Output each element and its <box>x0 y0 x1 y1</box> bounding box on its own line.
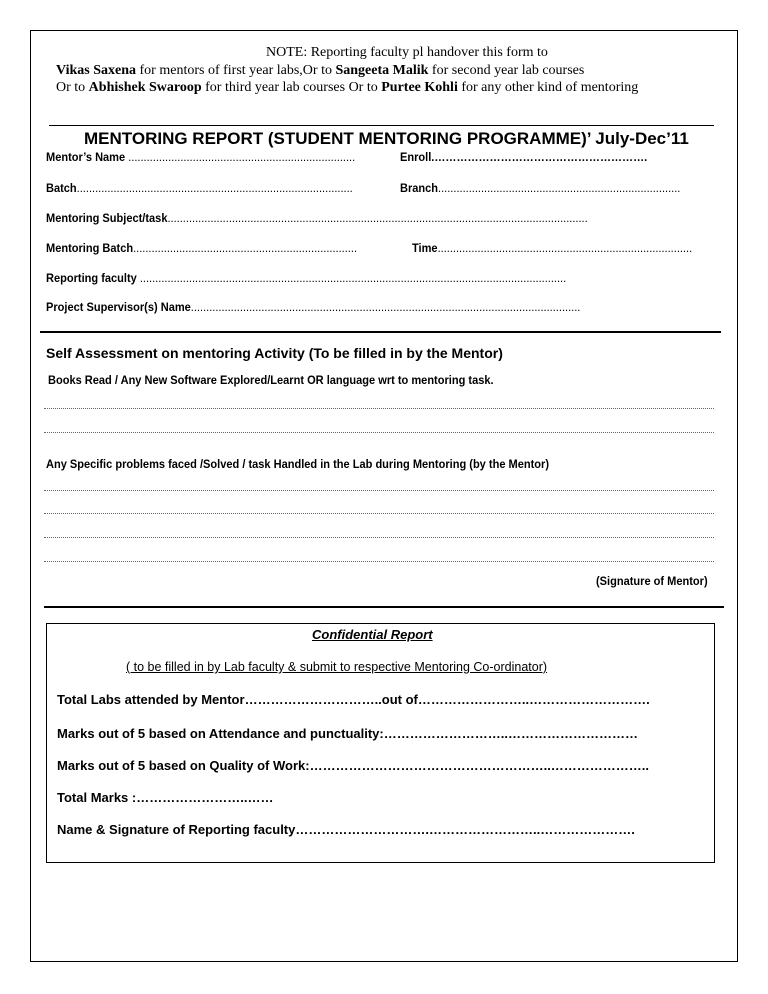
confidential-title: Confidential Report <box>312 627 433 642</box>
note-name-vikas: Vikas Saxena <box>56 63 137 78</box>
total-labs-label: Total Labs attended by Mentor <box>57 692 245 707</box>
batch-label: Batch <box>46 181 77 195</box>
enroll-dots: .…………………………………………………. <box>431 150 648 164</box>
attendance-marks-dots: ………………………..………………………… <box>383 726 638 741</box>
mentoring-batch-field[interactable] <box>46 241 357 255</box>
project-supervisor-dots: ............................................................................................................................... <box>190 300 581 314</box>
mentor-name-label: Mentor’s Name <box>46 150 126 164</box>
note-name-purtee: Purtee Kohli <box>381 80 458 95</box>
note-line-2 <box>56 63 584 79</box>
time-label: Time <box>412 241 438 255</box>
note-text-2: for second year lab courses <box>428 63 585 78</box>
section-divider-2 <box>44 606 724 608</box>
time-field[interactable] <box>412 241 692 255</box>
note-line-1: NOTE: Reporting faculty pl handover this form to <box>266 45 548 60</box>
problems-answer-line-3[interactable] <box>44 537 714 538</box>
enroll-label: Enroll <box>400 150 432 164</box>
time-dots: ................................................................................... <box>437 241 693 255</box>
mentoring-subject-field[interactable] <box>46 211 588 225</box>
attendance-marks-field[interactable] <box>57 726 638 741</box>
mentoring-subject-label: Mentoring Subject/task <box>46 211 168 225</box>
reporting-faculty-field[interactable] <box>46 271 566 285</box>
section-divider-1 <box>40 331 721 333</box>
confidential-subtitle: ( to be filled in by Lab faculty & submit to respective Mentoring Co-ordinator) <box>126 660 548 674</box>
total-labs-dots: ………………………….. <box>244 692 382 707</box>
faculty-signature-label: Name & Signature of Reporting faculty <box>57 822 296 837</box>
out-of-dots: ……………………..………………………. <box>417 692 650 707</box>
branch-dots: ............................................................................... <box>438 181 681 195</box>
mentoring-subject-dots: ......................................................................................................................................... <box>167 211 588 225</box>
title-rule <box>49 125 714 126</box>
note-text-3: for third year lab courses Or to <box>201 80 382 95</box>
page-title: MENTORING REPORT (STUDENT MENTORING PROGRAMME)’ July-Dec’11 <box>84 129 689 148</box>
total-marks-dots: ……………………..…… <box>136 790 274 805</box>
total-marks-field[interactable] <box>57 790 273 805</box>
problems-prompt: Any Specific problems faced /Solved / task Handled in the Lab during Mentoring (by the Mentor) <box>46 457 549 471</box>
note-text-1: for mentors of first year labs,Or to <box>136 63 336 78</box>
problems-answer-line-1[interactable] <box>44 490 714 491</box>
batch-field[interactable] <box>46 181 353 195</box>
note-prefix-3: Or to <box>56 80 89 95</box>
project-supervisor-field[interactable] <box>46 300 580 314</box>
mentor-signature-label: (Signature of Mentor) <box>596 574 708 588</box>
faculty-signature-field[interactable] <box>57 822 635 837</box>
note-line-3 <box>56 80 638 96</box>
mentoring-batch-label: Mentoring Batch <box>46 241 134 255</box>
total-labs-field[interactable] <box>57 692 650 707</box>
books-answer-line-1[interactable] <box>44 408 714 409</box>
mentor-name-field[interactable] <box>46 150 355 164</box>
note-name-abhishek: Abhishek Swaroop <box>88 80 202 95</box>
batch-dots: .......................................................................................... <box>76 181 353 195</box>
mentoring-batch-dots: ......................................................................... <box>133 241 358 255</box>
branch-label: Branch <box>400 181 439 195</box>
books-read-prompt: Books Read / Any New Software Explored/Learnt OR language wrt to mentoring task. <box>48 373 494 387</box>
problems-answer-line-2[interactable] <box>44 513 714 514</box>
note-text-4: for any other kind of mentoring <box>457 80 639 95</box>
reporting-faculty-label: Reporting faculty <box>46 271 137 285</box>
mentor-name-dots: .......................................................................... <box>125 150 356 164</box>
self-assessment-heading: Self Assessment on mentoring Activity (To be filled in by the Mentor) <box>46 345 503 361</box>
attendance-marks-label: Marks out of 5 based on Attendance and punctuality: <box>57 726 384 741</box>
project-supervisor-label: Project Supervisor(s) Name <box>46 300 191 314</box>
faculty-signature-dots: ………………………….……………………..…………………. <box>295 822 635 837</box>
reporting-faculty-dots: ........................................................................................................................................... <box>136 271 567 285</box>
quality-marks-field[interactable] <box>57 758 649 773</box>
quality-marks-label: Marks out of 5 based on Quality of Work: <box>57 758 310 773</box>
total-marks-label: Total Marks : <box>57 790 137 805</box>
branch-field[interactable] <box>400 181 680 195</box>
enroll-field[interactable] <box>400 150 647 164</box>
quality-marks-dots: ………………………………………………..………………….. <box>309 758 650 773</box>
out-of-label: out of <box>381 692 418 707</box>
problems-answer-line-4[interactable] <box>44 561 714 562</box>
note-name-sangeeta: Sangeeta Malik <box>335 63 429 78</box>
books-answer-line-2[interactable] <box>44 432 714 433</box>
